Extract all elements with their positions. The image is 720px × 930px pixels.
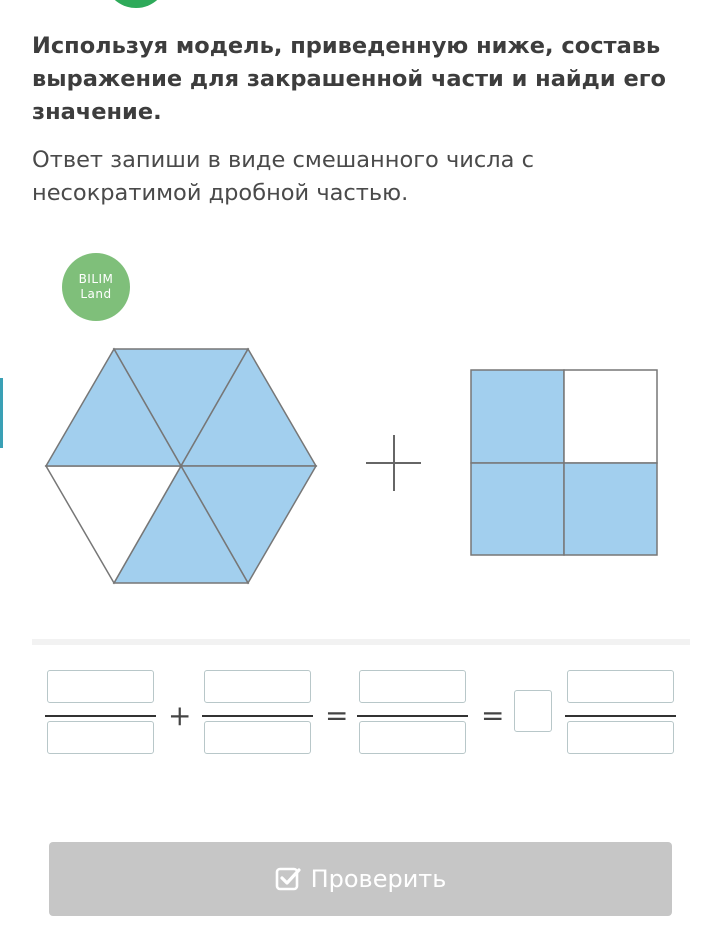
check-button[interactable] (49, 842, 672, 916)
fraction-3-bar (357, 715, 468, 717)
fraction-2-bar (202, 715, 313, 717)
checkbox-check-icon (275, 866, 301, 892)
mixed-fraction-bar (565, 715, 676, 717)
check-button-label: Проверить (310, 865, 447, 893)
equals-sign-1: = (325, 699, 349, 732)
mixed-whole-input[interactable] (514, 690, 552, 732)
task-instruction: Используя модель, приведенную ниже, составь выражение для закрашенной части и найди его значение. (32, 33, 666, 125)
square-part-4 (564, 463, 657, 555)
fraction-1-numerator-input[interactable] (47, 670, 154, 703)
logo-line-1: BILIM (78, 272, 114, 286)
task-hint: Ответ запиши в виде смешанного числа с несократимой дробной частью. (32, 147, 534, 206)
square-model (471, 370, 657, 555)
mixed-denominator-input[interactable] (567, 721, 674, 754)
fraction-1-denominator-input[interactable] (47, 721, 154, 754)
fraction-3-denominator-input[interactable] (359, 721, 466, 754)
fraction-2-numerator-input[interactable] (204, 670, 311, 703)
divider (32, 639, 690, 645)
square-part-1 (471, 370, 564, 463)
mixed-numerator-input[interactable] (567, 670, 674, 703)
fraction-model-figure (0, 330, 720, 600)
bilimland-logo (62, 253, 130, 321)
fraction-2-denominator-input[interactable] (204, 721, 311, 754)
fraction-1-bar (45, 715, 156, 717)
logo-line-2: Land (80, 287, 112, 301)
plus-operator (366, 435, 421, 491)
plus-sign: + (168, 699, 192, 732)
hexagon-model (46, 349, 316, 583)
square-part-3 (471, 463, 564, 555)
equals-sign-2: = (481, 699, 505, 732)
square-part-2 (564, 370, 657, 463)
avatar (104, 0, 168, 8)
fraction-3-numerator-input[interactable] (359, 670, 466, 703)
